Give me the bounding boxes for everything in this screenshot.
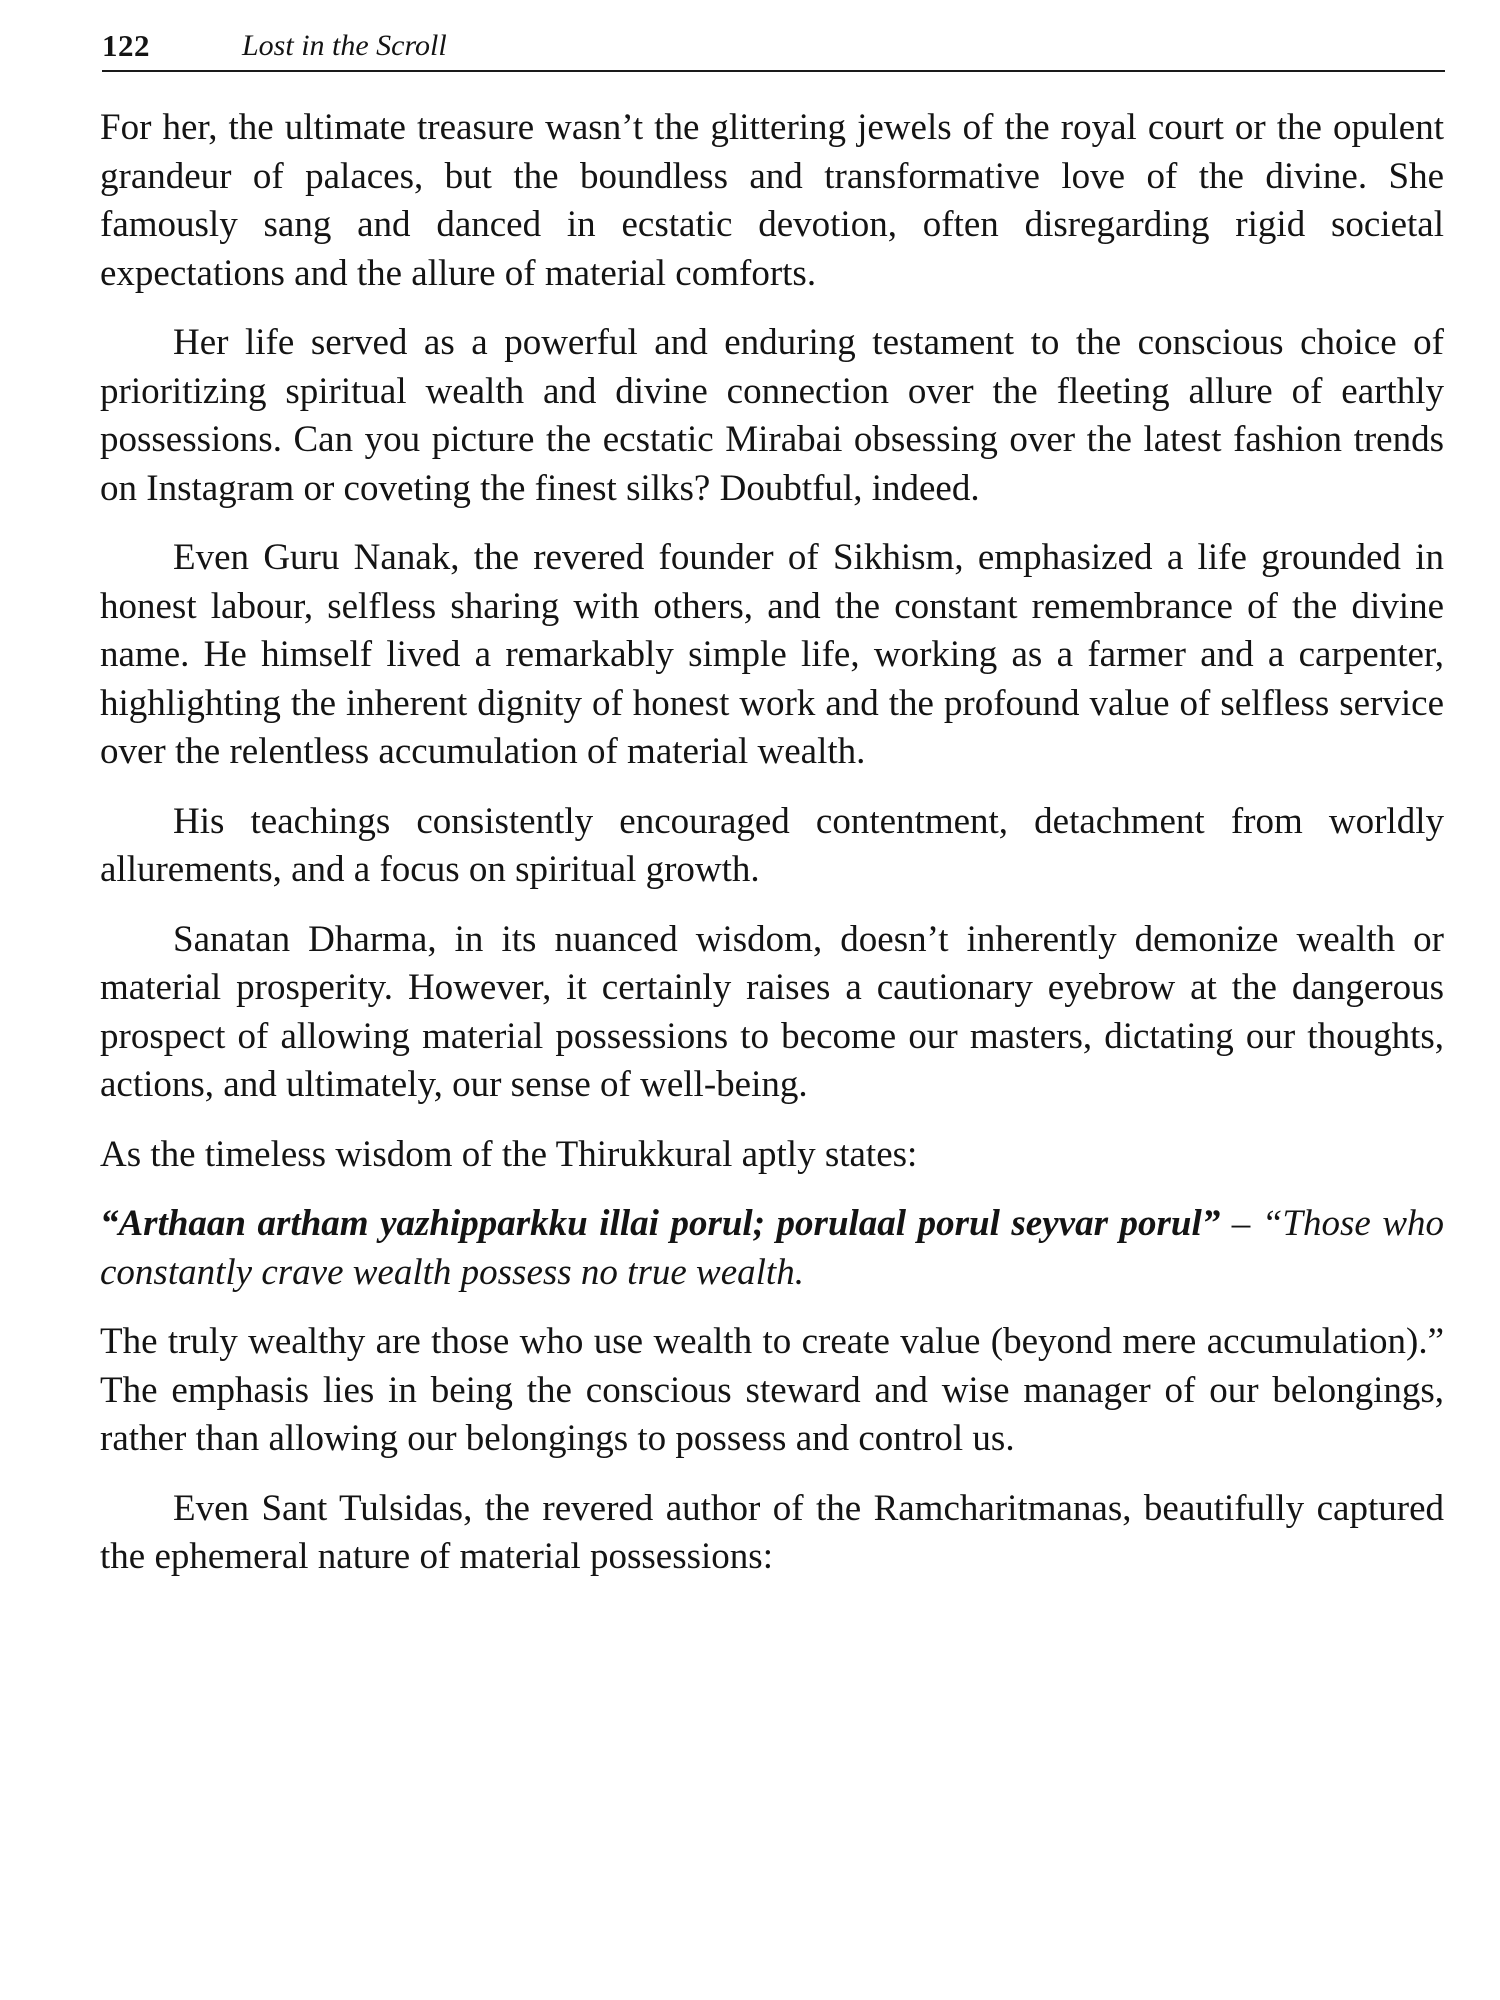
paragraph-truly-wealthy: The truly wealthy are those who use wealth to create value (beyond mere accumulation).” The emphasis lies in being the conscious steward and wise manager of our belongings, rather than allowing our belongings to possess and control us. bbox=[100, 1321, 1444, 1459]
paragraph-mirabai-treasure: For her, the ultimate treasure wasn’t the glittering jewels of the royal court or the opulent grandeur of palaces, but the boundless and transformative love of the divine. She famously sang and danced in ecstatic devotion, often disregarding rigid societal expectations and the allure of material comforts. bbox=[100, 107, 1444, 294]
quote-translation: “Those who constantly crave wealth possess no true wealth. bbox=[100, 1203, 1445, 1293]
paragraph-mirabai-testament: Her life served as a powerful and enduring testament to the conscious choice of prioritizing spiritual wealth and divine connection over the fleeting allure of earthly possessions. Can you picture the ecstatic Mirabai obsessing over the latest fashion trends on Instagram or coveting the finest silks? Doubtful, indeed. bbox=[100, 322, 1444, 509]
page-number: 122 bbox=[102, 28, 150, 63]
paragraph-tulsidas: Even Sant Tulsidas, the revered author of the Ramcharitmanas, beautifully captured the ephemeral nature of material possessions: bbox=[100, 1487, 1444, 1577]
running-header bbox=[102, 24, 1445, 72]
paragraph-guru-nanak: Even Guru Nanak, the revered founder of Sikhism, emphasized a life grounded in honest labour, selfless sharing with others, and the constant remembrance of the divine name. He himself lived a remarkably simple life, working as a farmer and a carpenter, highlighting the inherent dignity of honest work and the profound value of selfless service over the relentless accumulation of material wealth. bbox=[100, 537, 1444, 772]
paragraph-teachings: His teachings consistently encouraged contentment, detachment from worldly allurements, and a focus on spiritual growth. bbox=[100, 800, 1444, 890]
thirukkural-quote bbox=[100, 1200, 1444, 1297]
quote-dash: – bbox=[1220, 1203, 1262, 1244]
book-title: Lost in the Scroll bbox=[242, 29, 447, 62]
body-text bbox=[100, 104, 1444, 1603]
paragraph-sanatan-dharma: Sanatan Dharma, in its nuanced wisdom, doesn’t inherently demonize wealth or material prosperity. However, it certainly raises a cautionary eyebrow at the dangerous prospect of allowing material possessions to become our masters, dictating our thoughts, actions, and ultimately, our sense of well-being. bbox=[100, 918, 1444, 1105]
quote-transliteration: “Arthaan artham yazhipparkku illai porul; porulaal porul seyvar porul” bbox=[100, 1203, 1221, 1244]
paragraph-thirukkural-intro: As the timeless wisdom of the Thirukkural aptly states: bbox=[100, 1133, 918, 1175]
